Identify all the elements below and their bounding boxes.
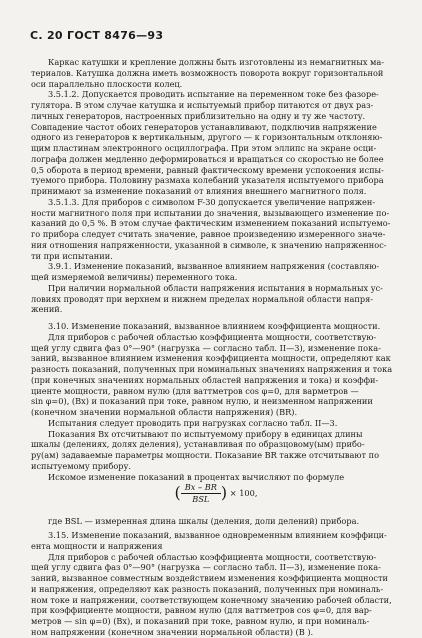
text-line: щей углу сдвига фаз 0°—90° (нагрузка — согласно табл. II—3), изменение пока- bbox=[31, 562, 381, 573]
paragraph bbox=[31, 283, 401, 315]
text-line: Совпадение частот обоих генераторов устанавливают, подключив напряжение bbox=[31, 121, 377, 132]
paragraph bbox=[31, 472, 401, 483]
document-body bbox=[31, 57, 401, 638]
text-line: 0,5 оборота в период времени, равный фактическому времени успокоения испы- bbox=[31, 164, 384, 175]
text-line: (конечном значении нормальной области напряжения) (BR). bbox=[31, 407, 298, 417]
text-line: 3.15. Изменение показаний, вызванное одновременным влиянием коэффици- bbox=[48, 530, 387, 540]
text-line: гулятора. В этом случае катушка и испытуемый прибор питаются от двух раз- bbox=[31, 100, 374, 110]
paragraph bbox=[31, 321, 401, 418]
text-line: ента мощности и напряжения bbox=[31, 540, 163, 551]
text-line: Испытания следует проводить при нагрузках согласно табл. II—3. bbox=[48, 417, 338, 428]
paragraph bbox=[31, 197, 401, 262]
text-line: териалов. Катушка должна иметь возможность поворота вокруг горизонтальной bbox=[31, 67, 384, 78]
text-line: ности магнитного поля при испытании до значения, вызывающего изменение по- bbox=[31, 207, 390, 218]
text-line: лографа должен медленно деформироваться и вращаться со скоростью не более bbox=[31, 153, 384, 164]
text-line: Показания Bx отсчитывают по испытуемому прибору в единицах длины bbox=[48, 428, 363, 439]
text-line: заний, вызванное совместным воздействием изменения коэффициента мощности bbox=[31, 573, 388, 583]
text-line: 3.10. Изменение показаний, вызванное влиянием коэффициента мощности. bbox=[48, 321, 381, 331]
paragraph bbox=[31, 418, 401, 472]
text-line: го прибора следует считать значение, равное произведению измеренного значе- bbox=[31, 229, 386, 239]
text-line: 3.5.1.3. Для приборов с символом F-30 допускается увеличение напряжен- bbox=[48, 196, 376, 207]
text-line: щей углу сдвига фаз 0°—90° (нагрузка — согласно табл. II—3), изменение пока- bbox=[31, 342, 381, 353]
text-line: ру(ам) задаваемые параметры мощности. Показание BR также отсчитывают по bbox=[31, 450, 380, 460]
text-line: при коэффициенте мощности, равном нулю (для ваттметров cos φ=0, для вар- bbox=[31, 605, 372, 616]
paragraph bbox=[31, 516, 401, 527]
formula: ( $\frac{Bx - BR}{\text{BSL}}$ ) × 100, bbox=[174, 482, 258, 504]
formula-tail: × 100, bbox=[227, 488, 258, 499]
text-line: одного из генераторов к вертикальным, другого — к горизонтальным отклоняю- bbox=[31, 132, 383, 143]
text-line: щим пластинам электронного осциллографа. При этом эллипс на экране осци- bbox=[31, 143, 377, 153]
text-line: 3.5.1.2. Допускается проводить испытание на переменном токе без фазоре- bbox=[48, 89, 379, 100]
paragraph bbox=[31, 89, 401, 197]
text-line: Искомое изменение показаний в процентах вычисляют по формуле bbox=[48, 471, 345, 482]
formula-denominator: BSL bbox=[192, 494, 210, 504]
text-line: ном токе и напряжении, соответствующем конечному значению рабочей области, bbox=[31, 594, 392, 605]
paragraph bbox=[31, 530, 401, 552]
text-line: принимают за изменение показаний от влияния внешнего магнитного поля. bbox=[31, 186, 367, 196]
text-line: sin φ=0), (Bx) и показаний при токе, равном нулю, и неизменном напряжении bbox=[31, 396, 373, 407]
paragraph bbox=[31, 552, 401, 638]
text-line: испытуемому прибору. bbox=[31, 460, 131, 471]
text-line: Каркас катушки и крепление должны быть изготовлены из немагнитных ма- bbox=[48, 57, 385, 67]
text-line: заний, вызванное влиянием изменения коэффициента мощности, определяют как bbox=[31, 353, 391, 364]
text-line: Для приборов с рабочей областью коэффициента мощности, соответствую- bbox=[48, 331, 377, 342]
text-line: шкалы (делениях, долях деления), устанавливая по образцовому(ым) прибо- bbox=[31, 439, 365, 450]
text-line: щей измеряемой величины) переменного тока. bbox=[31, 272, 238, 282]
text-line: 3.9.1. Изменение показаний, вызванное влиянием напряжения (составляю- bbox=[48, 261, 380, 272]
text-line: (при конечных значениях нормальных областей напряжения и тока) и коэффи- bbox=[31, 374, 379, 385]
paragraph bbox=[31, 57, 401, 89]
text-line: казаний до 0,5 %. В этом случае фактическим изменением показаний испытуемо- bbox=[31, 218, 391, 229]
text-line: туемого прибора. Половину размаха колебаний указателя испытуемого прибора bbox=[31, 175, 384, 186]
formula-fraction bbox=[181, 482, 221, 505]
text-line: разность показаний, полученных при номинальных значениях напряжения и тока bbox=[31, 364, 393, 374]
text-line: оси параллельно плоскости колец. bbox=[31, 78, 183, 89]
formula-numerator: Bx – BR bbox=[181, 482, 221, 494]
text-line: где BSL — измеренная длина шкалы (деления, доли делений) прибора. bbox=[48, 516, 360, 527]
text-line: циенте мощности, равном нулю (для ваттметров cos φ=0, для варметров — bbox=[31, 385, 359, 396]
text-line: Для приборов с рабочей областью коэффициента мощности, соответствую- bbox=[48, 551, 377, 562]
paragraph bbox=[31, 261, 401, 283]
text-line: ном напряжении (конечном значении нормальной области) (B ). bbox=[31, 626, 314, 637]
page-header: С. 20 ГОСТ 8476—93 bbox=[30, 29, 164, 42]
text-line: метров — sin φ=0) (Bx), и показаний при токе, равном нулю, и при номиналь- bbox=[31, 616, 370, 626]
text-line: и напряжения, определяют как разность показаний, полученных при номиналь- bbox=[31, 583, 384, 594]
text-line: личных генераторов, настроенных приблизительно на одну и ту же частоту. bbox=[31, 110, 366, 121]
text-line: ти при испытании. bbox=[31, 250, 113, 261]
text-line: ловиях проводят при верхнем и нижнем пределах нормальной области напря- bbox=[31, 293, 374, 304]
text-line: При наличии нормальной области напряжения испытания в нормальных ус- bbox=[48, 282, 383, 293]
text-line: ния отношения напряженности, указанной в символе, к значению напряженнос- bbox=[31, 239, 387, 250]
text-line: жений. bbox=[31, 304, 63, 315]
